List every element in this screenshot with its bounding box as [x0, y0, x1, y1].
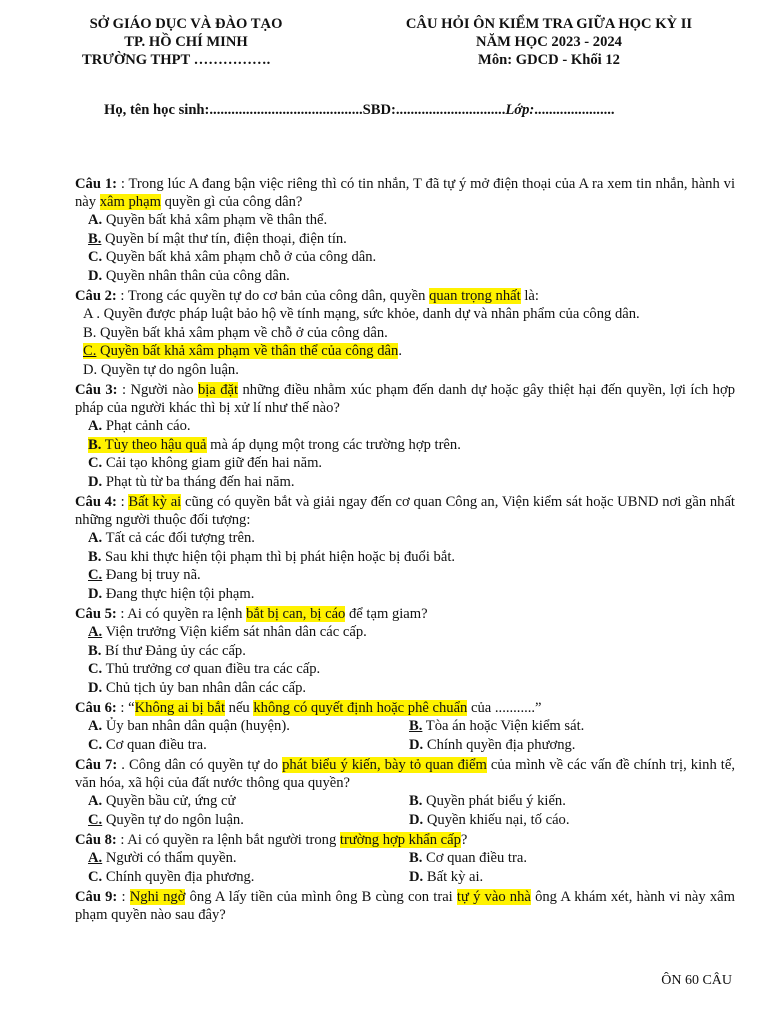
option-b: B. Cơ quan điều tra.	[409, 850, 527, 866]
question-5	[75, 605, 735, 697]
highlight: Không ai bị bắt	[134, 700, 225, 716]
option-d: D. Phạt tù từ ba tháng đến hai năm.	[88, 473, 295, 490]
student-name-field: Họ, tên học sinh:..........................................	[104, 102, 363, 118]
option-b: B. Quyền phát biểu ý kiến.	[409, 793, 566, 809]
option-c: C. Chính quyền địa phương.	[88, 868, 255, 885]
question-list	[75, 175, 735, 926]
question-1	[75, 175, 735, 285]
option-c: C. Quyền bất khả xâm phạm chỗ ở của công dân.	[88, 249, 377, 265]
option-b: B. Tùy theo hậu quả mà áp dụng một trong các trường hợp trên.	[88, 436, 461, 453]
option-c: C. Quyền tự do ngôn luận.	[88, 811, 244, 828]
option-d: D. Bất kỳ ai.	[409, 868, 484, 885]
header-right	[384, 15, 714, 69]
exam-title: CÂU HỎI ÔN KIỂM TRA GIỮA HỌC KỲ II	[405, 16, 693, 32]
option-c: C. Cải tạo không giam giữ đến hai năm.	[88, 455, 323, 471]
option-row	[75, 849, 735, 868]
highlight: bịa đặt	[197, 382, 239, 398]
class-label: Lớp:	[505, 102, 535, 118]
highlight: không có quyết định hoặc phê chuẩn	[253, 700, 468, 716]
option-row	[75, 811, 735, 830]
question-text: Câu 4: : Bất kỳ ai cũng có quyền bắt và giải ngay đến cơ quan Công an, Viện kiểm sát hoặc UBND nơi gần nhất những người thuộc đối tượng:	[75, 494, 735, 528]
highlight: tự ý vào nhà	[456, 889, 531, 905]
option-a: A. Quyền bất khả xâm phạm về thân thể.	[88, 212, 328, 228]
option-a: A. Ủy ban nhân dân quận (huyện).	[88, 718, 290, 734]
department-name: SỞ GIÁO DỤC VÀ ĐÀO TẠO	[89, 16, 283, 32]
highlight: trường hợp khẩn cấp	[339, 832, 461, 848]
question-text: Câu 7: . Công dân có quyền tự do phát biểu ý kiến, bày tỏ quan điểm của mình về các vấn đề chính trị, kinh tế, văn hóa, xã hội của đất nước thông qua quyền?	[75, 757, 735, 791]
option-d: D. Quyền khiếu nại, tố cáo.	[409, 811, 570, 828]
question-7	[75, 756, 735, 829]
highlight: bắt bị can, bị cáo	[246, 606, 346, 622]
option-a: A. Phạt cảnh cáo.	[88, 418, 191, 434]
option-a: A. Tất cả các đối tượng trên.	[88, 530, 255, 546]
question-text: Câu 6: : “Không ai bị bắt nếu không có quyết định hoặc phê chuẩn của ...........”	[75, 700, 542, 716]
question-9	[75, 888, 735, 924]
question-text: Câu 1: : Trong lúc A đang bận việc riêng thì có tin nhắn, T đã tự ý mở điện thoại của A ra xem tin nhắn, hành vi này xâm phạm quyền gì của công dân?	[75, 176, 735, 210]
option-b: B. Bí thư Đảng ủy các cấp.	[88, 642, 246, 659]
school-name: TRƯỜNG THPT …………….	[82, 52, 271, 68]
header-left	[76, 15, 296, 69]
option-c: C. Cơ quan điều tra.	[88, 736, 207, 753]
question-text: Câu 9: : Nghi ngờ ông A lấy tiền của mình ông B cùng con trai tự ý vào nhà ông A khám xét, hành vi này xâm phạm quyền nào sau đây?	[75, 889, 735, 923]
option-row	[75, 736, 735, 755]
option-a: A. Người có thẩm quyền.	[88, 850, 237, 866]
option-d: D. Đang thực hiện tội phạm.	[88, 585, 255, 602]
option-c: C. Thủ trưởng cơ quan điều tra các cấp.	[88, 661, 321, 677]
option-d: D. Chính quyền địa phương.	[409, 736, 576, 753]
option-a: A. Viện trưởng Viện kiểm sát nhân dân các cấp.	[88, 624, 367, 640]
highlight: phát biểu ý kiến, bày tỏ quan điểm	[282, 757, 487, 773]
question-text: Câu 3: : Người nào bịa đặt những điều nhằm xúc phạm đến danh dự hoặc gây thiệt hại đến quyền, lợi ích hợp pháp của người khác thì bị xử lí như thế nào?	[75, 382, 735, 416]
option-c: C. Quyền bất khả xâm phạm về thân thể của công dân.	[83, 343, 402, 359]
highlight: Bất kỳ ai	[128, 494, 182, 510]
sbd-field: SBD:..............................	[362, 102, 506, 118]
highlight: Nghi ngờ	[129, 889, 186, 905]
option-row	[75, 868, 735, 887]
option-b: B. Tòa án hoặc Viện kiểm sát.	[409, 718, 585, 734]
highlight: xâm phạm	[99, 194, 161, 210]
student-info-line	[104, 101, 615, 119]
subject-grade: Môn: GDCD - Khối 12	[478, 52, 620, 68]
option-row	[75, 717, 735, 736]
question-text: Câu 8: : Ai có quyền ra lệnh bắt người trong trường hợp khẩn cấp?	[75, 832, 468, 848]
option-d: D. Quyền tự do ngôn luận.	[83, 361, 239, 378]
question-4	[75, 493, 735, 603]
option-b: B. Quyền bất khả xâm phạm về chỗ ở của công dân.	[83, 324, 388, 341]
option-b: B. Quyền bí mật thư tín, điện thoại, điện tín.	[88, 230, 347, 247]
school-year: NĂM HỌC 2023 - 2024	[476, 34, 622, 50]
question-2	[75, 287, 735, 379]
option-row	[75, 792, 735, 811]
city-name: TP. HỒ CHÍ MINH	[124, 34, 248, 50]
page-footer: ÔN 60 CÂU	[661, 973, 732, 988]
option-a: A . Quyền được pháp luật bảo hộ về tính mạng, sức khỏe, danh dự và nhân phẩm của công dân.	[83, 306, 640, 322]
question-6	[75, 699, 735, 754]
question-3	[75, 381, 735, 491]
question-text: Câu 2: : Trong các quyền tự do cơ bản của công dân, quyền quan trọng nhất là:	[75, 288, 539, 304]
question-8	[75, 831, 735, 886]
option-d: D. Quyền nhân thân của công dân.	[88, 267, 290, 284]
class-field: ......................	[534, 102, 615, 118]
option-c: C. Đang bị truy nã.	[88, 567, 201, 583]
question-text: Câu 5: : Ai có quyền ra lệnh bắt bị can, bị cáo để tạm giam?	[75, 606, 428, 622]
option-d: D. Chủ tịch ủy ban nhân dân các cấp.	[88, 679, 307, 696]
option-b: B. Sau khi thực hiện tội phạm thì bị phát hiện hoặc bị đuổi bắt.	[88, 548, 456, 565]
option-a: A. Quyền bầu cử, ứng cử	[88, 793, 236, 809]
highlight: quan trọng nhất	[429, 288, 521, 304]
